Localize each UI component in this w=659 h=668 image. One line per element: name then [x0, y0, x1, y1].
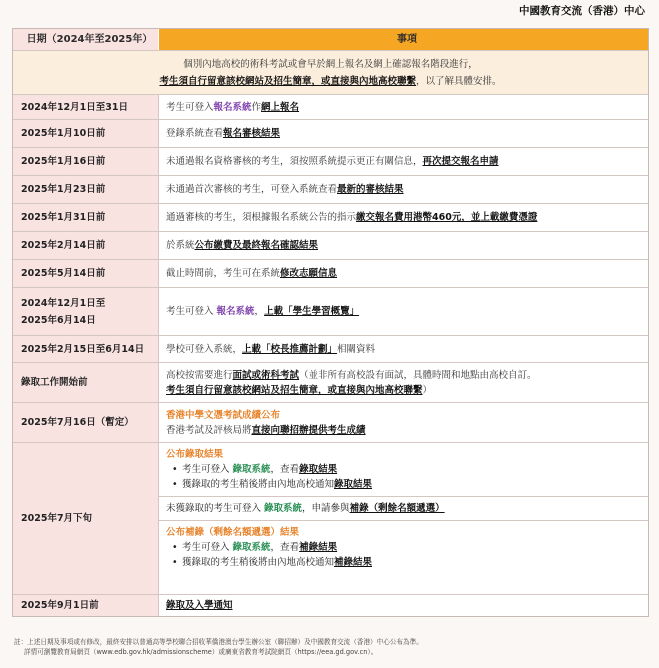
row-date: 2025年5月14日前 [13, 260, 159, 287]
supplementary-result-block: 公布補錄（剩餘名額遞選）結果 • 考生可登入 錄取系統，查看補錄結果 • 獲錄取的考生稍後將由內地高校通知補錄結果 [159, 520, 648, 594]
table-row [13, 287, 648, 335]
row-date: 2025年2月14日前 [13, 232, 159, 259]
row-item: 考生可登入 報名系統，上載「學生學習概覽」 [166, 306, 360, 317]
row-item: 香港中學文憑考試成績公布 香港考試及評核局將直接向聯招辦提供考生成績 [166, 409, 366, 436]
row-item: 高校按需要進行面試或術科考試（並非所有高校設有面試，具體時間和地點由高校自訂。 考生須自行留意該校網站及招生簡章，或直接與內地高校聯繫） [166, 369, 537, 396]
row-date: 2025年1月10日前 [13, 120, 159, 147]
row-date: 2025年7月16日（暫定） [13, 403, 159, 442]
row-item: 於系統公布繳費及最終報名確認結果 [166, 240, 319, 251]
row-date: 2025年1月31日前 [13, 204, 159, 231]
row-item: 登錄系統查看報名審核結果 [166, 128, 281, 139]
table-row [13, 231, 648, 259]
table-row [13, 594, 648, 616]
table-row [13, 203, 648, 231]
row-date: 2025年7月下旬 [13, 443, 159, 594]
row-item: 學校可登入系統，上載「校長推薦計劃」相關資料 [166, 343, 376, 355]
table-row [13, 119, 648, 147]
date-column-header: 日期（2024年至2025年） [13, 29, 159, 50]
row-date: 2024年12月1日至31日 [13, 95, 159, 119]
table-row [13, 147, 648, 175]
table-row [13, 175, 648, 203]
row-item: 考生可登入報名系統作網上報名 [166, 101, 300, 113]
schedule-table [12, 28, 649, 617]
row-date: 錄取工作開始前 [13, 363, 159, 402]
intro-line1: 個別內地高校的術科考試或會早於網上報名及網上確認報名階段進行， [183, 58, 478, 70]
row-item: 未通過首次審核的考生，可登入系統查看最新的審核結果 [166, 184, 404, 195]
row-date: 2025年1月16日前 [13, 148, 159, 175]
admission-result-block: 公布錄取結果 • 考生可登入 錄取系統，查看錄取結果 • 獲錄取的考生稍後將由內地高校通知錄取結果 [159, 443, 648, 496]
table-row [13, 335, 648, 362]
table-row [13, 442, 648, 594]
row-date: 2025年1月23日前 [13, 176, 159, 203]
row-item: 截止時間前，考生可在系統修改志願信息 [166, 268, 338, 279]
table-row [13, 402, 648, 442]
footnote: 註：上述日期及事項或有修改，最終安排以普通高等學校聯合招收華僑港澳台學生辦公室（聯招辦）及中國教育交流（香港）中心公布為準。 詳情可瀏覽教育局網頁（www.edb.gov.hk/admissionscheme）或廣東省教育考試院網頁（https://eea.gd.gov.cn）。 [14, 638, 423, 656]
row-date: 2025年9月1日前 [13, 595, 159, 616]
table-row [13, 94, 648, 119]
supplementary-apply-block: 未獲錄取的考生可登入 錄取系統，申請參與補錄（剩餘名額遞選） [159, 496, 648, 520]
intro-line2: 考生須自行留意該校網站及招生簡章，或直接與內地高校聯繫，以了解具體安排。 [159, 75, 502, 87]
table-row [13, 259, 648, 287]
row-date: 2024年12月1日至 2025年6月14日 [13, 288, 159, 335]
row-date: 2025年2月15日至6月14日 [13, 336, 159, 362]
row-item: 通過審核的考生，須根據報名系統公告的指示繳交報名費用港幣460元，並上載繳費憑證 [166, 212, 538, 223]
row-item: 未通過報名資格審核的考生，須按照系統提示更正有關信息，再次提交報名申請 [166, 156, 499, 167]
item-column-header: 事項 [397, 34, 417, 45]
row-item [159, 443, 648, 594]
table-row [13, 362, 648, 402]
intro-row [13, 50, 648, 94]
table-header [13, 29, 648, 50]
org-name: 中國教育交流（香港）中心 [519, 5, 645, 17]
row-item: 錄取及入學通知 [166, 600, 233, 611]
